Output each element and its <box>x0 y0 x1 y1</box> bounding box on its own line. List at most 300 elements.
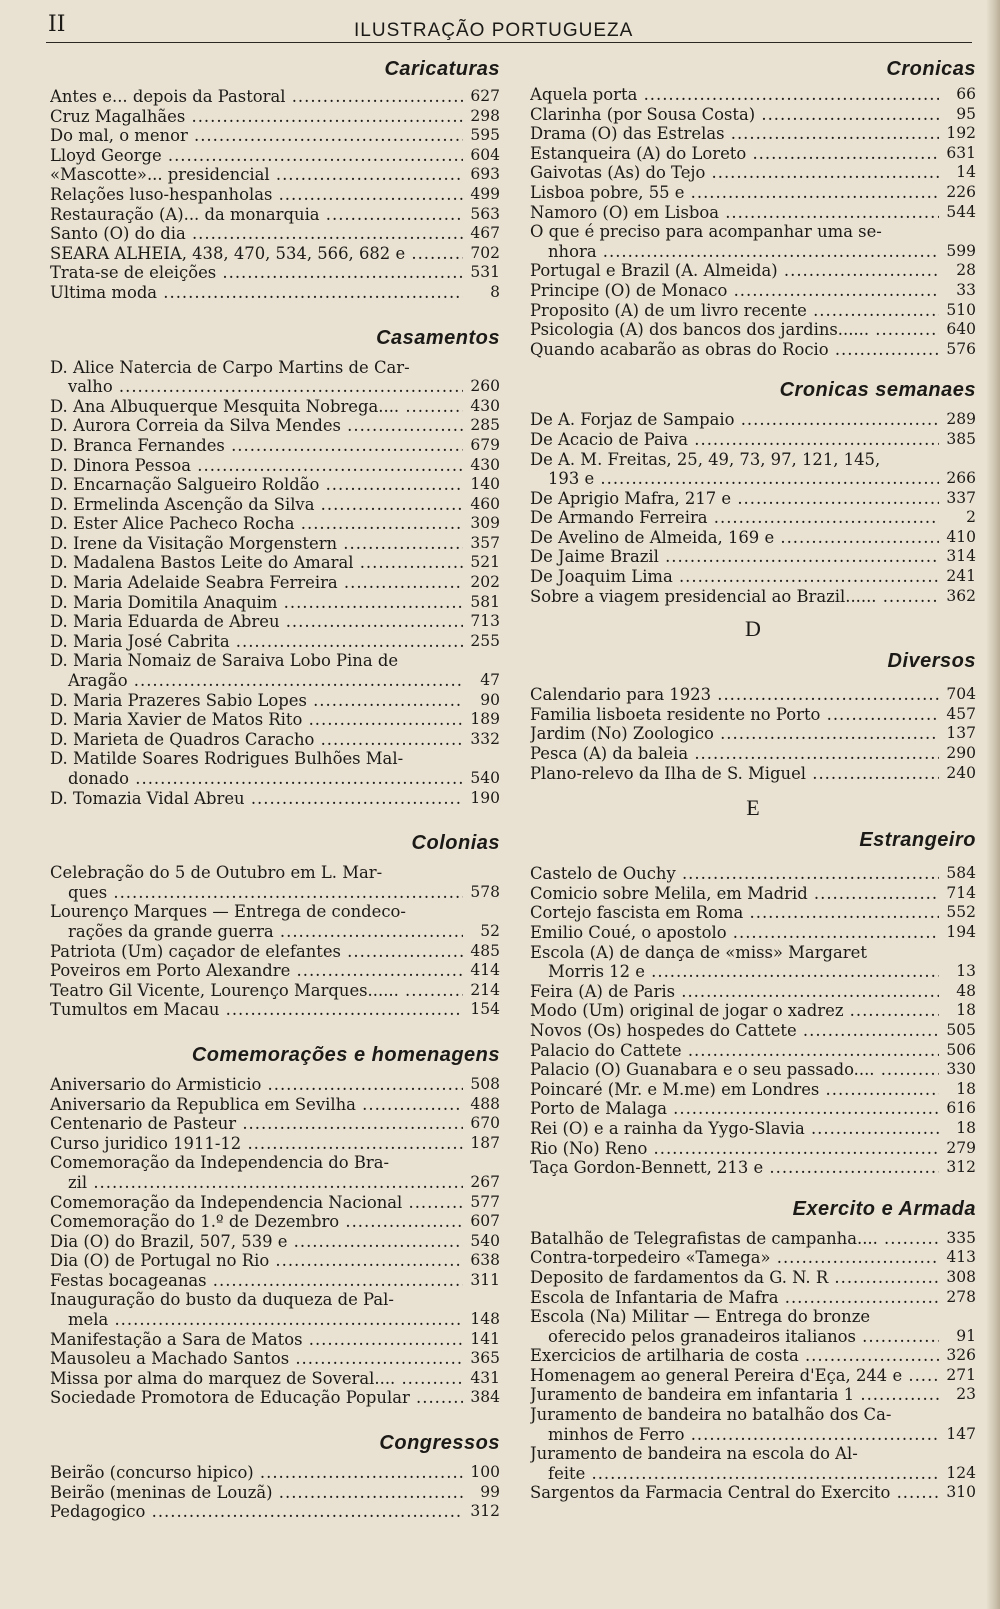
page-ref: 271 <box>946 1365 976 1384</box>
index-entry <box>530 1483 976 1503</box>
index-entry <box>530 450 976 489</box>
page-ref: 540 <box>470 1231 500 1250</box>
index-entry <box>50 1502 500 1522</box>
page-ref: 214 <box>470 980 500 999</box>
entry-title: D. Encarnação Salgueiro Roldão ..... <box>50 475 463 495</box>
page-ref: 95 <box>956 104 976 123</box>
index-entry <box>530 943 976 982</box>
index-entry <box>50 1290 500 1329</box>
page-ref: 141 <box>470 1329 500 1348</box>
index-letter: D <box>745 616 761 642</box>
page-ref: 226 <box>946 182 976 201</box>
index-entry <box>530 430 976 450</box>
index-entry <box>50 749 500 788</box>
page-ref: 279 <box>946 1138 976 1157</box>
page-ref: 312 <box>470 1502 500 1521</box>
entry-title: Escola de Infantaria de Mafra ..... <box>530 1288 939 1308</box>
entry-title: De Acacio de Paiva ..... <box>530 430 939 450</box>
page-ref: 505 <box>946 1020 976 1039</box>
entry-title: Homenagem ao general Pereira d'Eça, 244 e ..... <box>530 1366 939 1386</box>
page-ref: 335 <box>946 1228 976 1247</box>
page-ref: 91 <box>956 1326 976 1345</box>
page-ref: 285 <box>470 416 500 435</box>
entry-title: D. Maria Prazeres Sabio Lopes ..... <box>50 691 463 711</box>
entry-title <box>530 1444 939 1483</box>
entry-title: Mausoleu a Machado Santos ..... <box>50 1349 463 1369</box>
index-entry <box>530 1444 976 1483</box>
page-ref: 410 <box>946 527 976 546</box>
index-entry <box>530 1405 976 1444</box>
page-ref: 467 <box>470 224 500 243</box>
index-entry <box>530 705 976 725</box>
index-entry <box>530 320 976 340</box>
index-entry <box>50 691 500 711</box>
index-entry <box>530 85 976 105</box>
page-ref: 578 <box>470 882 500 901</box>
page-ref: 255 <box>470 631 500 650</box>
page-ref: 384 <box>470 1388 500 1407</box>
index-entry <box>530 567 976 587</box>
running-title: ILUSTRAÇÃO PORTUGUEZA <box>354 20 634 41</box>
entry-title: Jardim (No) Zoologico ..... <box>530 724 939 744</box>
page-ref: 48 <box>956 981 976 1000</box>
entry-title: Sargentos da Farmacia Central do Exercito ..... <box>530 1483 939 1503</box>
entry-title: Porto de Malaga ..... <box>530 1099 939 1119</box>
page-ref: 18 <box>956 1079 976 1098</box>
index-entry <box>50 612 500 632</box>
page-ref: 679 <box>470 435 500 454</box>
index-entry <box>50 1000 500 1020</box>
entry-title: Principe (O) de Monaco ..... <box>530 281 939 301</box>
entry-title: Aniversario da Republica em Sevilha ..... <box>50 1095 463 1115</box>
index-entry <box>530 528 976 548</box>
page-ref: 290 <box>946 744 976 763</box>
index-entry <box>530 281 976 301</box>
section-caricaturas <box>50 58 500 303</box>
section-comemoracoes-e-homenagens <box>50 1044 500 1408</box>
index-entry <box>50 710 500 730</box>
entry-title: Emilio Coué, o apostolo ..... <box>530 923 939 943</box>
index-entry <box>530 744 976 764</box>
page-ref: 192 <box>946 124 976 143</box>
index-entry <box>530 1385 976 1405</box>
page-ref: 616 <box>946 1099 976 1118</box>
entry-title <box>50 358 463 397</box>
index-entry <box>530 764 976 784</box>
entry-title-line2: mela ..... <box>50 1310 463 1330</box>
page-ref: 240 <box>946 763 976 782</box>
index-entry <box>530 903 976 923</box>
index-entry <box>530 105 976 125</box>
index-entry <box>530 508 976 528</box>
index-entry <box>530 183 976 203</box>
page-ref: 8 <box>490 282 500 301</box>
entry-title: Exercicios de artilharia de costa ..... <box>530 1346 939 1366</box>
index-entry <box>50 961 500 981</box>
page-ref: 713 <box>470 612 500 631</box>
page-ref: 607 <box>470 1212 500 1231</box>
index-entry <box>530 1268 976 1288</box>
page-ref: 584 <box>946 864 976 883</box>
page-ref: 552 <box>946 903 976 922</box>
index-entry <box>530 410 976 430</box>
index-entry <box>50 942 500 962</box>
entry-title: Quando acabarão as obras do Rocio ..... <box>530 340 939 360</box>
section-heading: Congressos <box>379 1432 500 1455</box>
index-entry <box>50 651 500 690</box>
page-ref: 485 <box>470 941 500 960</box>
entry-title-line1: Comemoração da Independencia do Bra- <box>50 1153 390 1173</box>
entry-title: Batalhão de Telegrafistas de campanha.... ..... <box>530 1229 939 1249</box>
page-ref: 431 <box>470 1368 500 1387</box>
index-entry <box>530 144 976 164</box>
index-entry <box>530 340 976 360</box>
entry-title: D. Aurora Correia da Silva Mendes ..... <box>50 416 463 436</box>
page-ref: 460 <box>470 494 500 513</box>
page-ref: 47 <box>480 671 500 690</box>
page-ref: 18 <box>956 1118 976 1137</box>
entry-title: Rio (No) Reno ..... <box>530 1139 939 1159</box>
index-entry <box>530 685 976 705</box>
entry-title-line2: Aragão ..... <box>50 671 463 691</box>
entry-title: Missa por alma do marquez de Soveral.... ..... <box>50 1369 463 1389</box>
page-ref: 385 <box>946 429 976 448</box>
page-ref: 154 <box>470 1000 500 1019</box>
entry-title: Sobre a viagem presidencial ao Brazil...... ..... <box>530 587 939 607</box>
page-ref: 2 <box>966 508 976 527</box>
entry-title: D. Ermelinda Ascenção da Silva ..... <box>50 495 463 515</box>
entry-title: Beirão (concurso hipico) ..... <box>50 1463 463 1483</box>
section-exercito-e-armada <box>530 1198 976 1503</box>
entry-title: Clarinha (por Sousa Costa) ..... <box>530 105 939 125</box>
index-entry <box>50 1369 500 1389</box>
page-ref: 187 <box>470 1133 500 1152</box>
page-ref: 267 <box>470 1172 500 1191</box>
entry-title: Do mal, o menor ..... <box>50 126 463 146</box>
index-entry <box>50 1483 500 1503</box>
entry-title: De Joaquim Lima ..... <box>530 567 939 587</box>
entry-title: Taça Gordon-Bennett, 213 e ..... <box>530 1158 939 1178</box>
entry-title-line2: ques ..... <box>50 883 463 903</box>
entry-title <box>530 222 939 261</box>
page-ref: 702 <box>470 243 500 262</box>
entry-title-line1: Lourenço Marques — Entrega de condeco- <box>50 902 406 922</box>
page-ref: 638 <box>470 1251 500 1270</box>
entry-title: Palacio (O) Guanabara e o seu passado.... ..... <box>530 1060 939 1080</box>
page-ref: 631 <box>946 143 976 162</box>
entry-title: Tumultos em Macau ..... <box>50 1000 463 1020</box>
page-ref: 310 <box>946 1483 976 1502</box>
page-ref: 13 <box>956 962 976 981</box>
index-entry <box>530 864 976 884</box>
page-ref: 148 <box>470 1310 500 1329</box>
index-entry <box>50 553 500 573</box>
index-entry <box>50 632 500 652</box>
page-ref: 52 <box>480 921 500 940</box>
page-ref: 202 <box>470 573 500 592</box>
index-entry <box>50 789 500 809</box>
entry-title-line2: 193 e ..... <box>530 469 939 489</box>
entry-title: Plano-relevo da Ilha de S. Miguel ..... <box>530 764 939 784</box>
entry-title: Manifestação a Sara de Matos ..... <box>50 1330 463 1350</box>
entry-title: Castelo de Ouchy ..... <box>530 864 939 884</box>
index-entry <box>50 1232 500 1252</box>
entry-title <box>50 1290 463 1329</box>
page-ref: 457 <box>946 704 976 723</box>
entry-title: Poincaré (Mr. e M.me) em Londres ..... <box>530 1080 939 1100</box>
entry-title: D. Maria Adelaide Seabra Ferreira ..... <box>50 573 463 593</box>
page-ref: 531 <box>470 263 500 282</box>
index-entry <box>530 1346 976 1366</box>
entry-title: Beirão (meninas de Louzã) ..... <box>50 1483 463 1503</box>
index-entry <box>50 224 500 244</box>
page-ref: 241 <box>946 567 976 586</box>
entry-title: D. Maria Eduarda de Abreu ..... <box>50 612 463 632</box>
entry-title: «Mascotte»... presidencial ..... <box>50 165 463 185</box>
index-entry <box>530 203 976 223</box>
page-ref: 670 <box>470 1114 500 1133</box>
index-entry <box>50 1463 500 1483</box>
entry-title-line2: rações da grande guerra ..... <box>50 922 463 942</box>
index-entry <box>530 1139 976 1159</box>
entry-title: Trata-se de eleições ..... <box>50 263 463 283</box>
page-ref: 330 <box>946 1060 976 1079</box>
section-heading: Caricaturas <box>384 58 500 80</box>
entry-title: Pedagogico ..... <box>50 1502 463 1522</box>
index-entry <box>50 495 500 515</box>
page-ref: 544 <box>946 202 976 221</box>
index-entry <box>50 263 500 283</box>
page-ref: 190 <box>470 788 500 807</box>
index-entry <box>530 1288 976 1308</box>
entry-title: De Jaime Brazil ..... <box>530 547 939 567</box>
page-ref: 314 <box>946 547 976 566</box>
index-entry <box>50 87 500 107</box>
page-ref: 576 <box>946 339 976 358</box>
index-entry <box>530 1060 976 1080</box>
section-congressos <box>50 1432 500 1522</box>
page-ref: 521 <box>470 553 500 572</box>
page-ref: 414 <box>470 961 500 980</box>
entry-title <box>530 450 939 489</box>
section-cronicas-semanaes <box>530 379 976 606</box>
entry-title: Pesca (A) da baleia ..... <box>530 744 939 764</box>
entry-title: D. Tomazia Vidal Abreu ..... <box>50 789 463 809</box>
entry-title: Teatro Gil Vicente, Lourenço Marques...... ..... <box>50 981 463 1001</box>
index-entry <box>50 1212 500 1232</box>
entry-title-line2: oferecido pelos granadeiros italianos ..... <box>530 1327 939 1347</box>
entry-title: Comemoração do 1.º de Dezembro ..... <box>50 1212 463 1232</box>
index-entry <box>530 1041 976 1061</box>
section-heading: Diversos <box>887 650 976 673</box>
entry-title: D. Maria Xavier de Matos Rito ..... <box>50 710 463 730</box>
page-ref: 714 <box>946 883 976 902</box>
section-heading: Cronicas semanaes <box>779 379 976 402</box>
section-heading: Cronicas <box>886 58 976 80</box>
index-entry <box>530 124 976 144</box>
page-ref: 595 <box>470 126 500 145</box>
entry-title: D. Maria Domitila Anaquim ..... <box>50 593 463 613</box>
index-column-right <box>530 58 976 1503</box>
entry-title: Centenario de Pasteur ..... <box>50 1114 463 1134</box>
page-ref: 124 <box>946 1463 976 1482</box>
entry-title: D. Ana Albuquerque Mesquita Nobrega.... ..... <box>50 397 463 417</box>
index-entry <box>530 1080 976 1100</box>
index-entry <box>50 475 500 495</box>
page-ref: 14 <box>956 163 976 182</box>
page-ref: 430 <box>470 455 500 474</box>
entry-title <box>50 1153 463 1192</box>
page-ref: 28 <box>956 261 976 280</box>
page-ref: 604 <box>470 145 500 164</box>
index-entry <box>50 573 500 593</box>
entry-title: D. Branca Fernandes ..... <box>50 436 463 456</box>
entry-title: D. Marieta de Quadros Caracho ..... <box>50 730 463 750</box>
entry-title-line2: Morris 12 e ..... <box>530 962 939 982</box>
entry-title: Cruz Magalhães ..... <box>50 107 463 127</box>
entry-title: D. Madalena Bastos Leite do Amaral ..... <box>50 553 463 573</box>
index-entry <box>50 1349 500 1369</box>
page-ref: 704 <box>946 685 976 704</box>
entry-title: Portugal e Brazil (A. Almeida) ..... <box>530 261 939 281</box>
index-entry <box>530 1307 976 1346</box>
index-entry <box>530 222 976 261</box>
index-entry <box>530 1366 976 1386</box>
entry-title <box>50 863 463 902</box>
page-ref: 581 <box>470 592 500 611</box>
entry-title: Novos (Os) hospedes do Cattete ..... <box>530 1021 939 1041</box>
page-ref: 326 <box>946 1346 976 1365</box>
page-ref: 18 <box>956 1001 976 1020</box>
entry-title: Deposito de fardamentos da G. N. R ..... <box>530 1268 939 1288</box>
index-entry <box>50 436 500 456</box>
entry-title <box>50 902 463 941</box>
index-entry <box>50 185 500 205</box>
page-ref: 289 <box>946 410 976 429</box>
entry-title: D. Irene da Visitação Morgenstern ..... <box>50 534 463 554</box>
page-ref: 33 <box>956 280 976 299</box>
entry-title: Rei (O) e a rainha da Yygo-Slavia ..... <box>530 1119 939 1139</box>
page-ref: 23 <box>956 1385 976 1404</box>
index-entry <box>50 593 500 613</box>
header-rule <box>46 42 972 43</box>
page-ref: 430 <box>470 396 500 415</box>
entry-title-line1: Juramento de bandeira na escola do Al- <box>530 1444 858 1464</box>
page-ref: 311 <box>470 1270 500 1289</box>
entry-title: De Avelino de Almeida, 169 e ..... <box>530 528 939 548</box>
entry-title <box>50 749 463 788</box>
index-entry <box>50 730 500 750</box>
index-entry <box>50 1134 500 1154</box>
entry-title: Calendario para 1923 ..... <box>530 685 939 705</box>
page-ref: 309 <box>470 514 500 533</box>
page-ref: 563 <box>470 204 500 223</box>
page-ref: 488 <box>470 1094 500 1113</box>
entry-title: D. Maria José Cabrita ..... <box>50 632 463 652</box>
page-ref: 137 <box>946 724 976 743</box>
section-colonias <box>50 832 500 1020</box>
index-letter: E <box>746 795 760 821</box>
entry-title: Restauração (A)... da monarquia ..... <box>50 205 463 225</box>
entry-title: Dia (O) do Brazil, 507, 539 e ..... <box>50 1232 463 1252</box>
entry-title: Lisboa pobre, 55 e ..... <box>530 183 939 203</box>
index-entry <box>50 456 500 476</box>
entry-title-line2: minhos de Ferro ..... <box>530 1425 939 1445</box>
index-entry <box>50 863 500 902</box>
entry-title: Psicologia (A) dos bancos dos jardins...... ..... <box>530 320 939 340</box>
page-ref: 577 <box>470 1192 500 1211</box>
entry-title <box>530 1307 939 1346</box>
entry-title-line1: Escola (Na) Militar — Entrega do bronze <box>530 1307 871 1327</box>
section-diversos <box>530 616 976 783</box>
entry-title: Sociedade Promotora de Educação Popular ..... <box>50 1388 463 1408</box>
entry-title: Lloyd George ..... <box>50 146 463 166</box>
entry-title: Namoro (O) em Lisboa ..... <box>530 203 939 223</box>
index-entry <box>50 1114 500 1134</box>
section-heading: Comemorações e homenagens <box>191 1043 500 1066</box>
index-entry <box>50 534 500 554</box>
entry-title-line1: Juramento de bandeira no batalhão dos Ca- <box>530 1405 892 1425</box>
index-entry <box>530 1158 976 1178</box>
index-entry <box>50 397 500 417</box>
entry-title: Palacio do Cattete ..... <box>530 1041 939 1061</box>
entry-title <box>530 943 939 982</box>
page-ref: 506 <box>946 1040 976 1059</box>
page-ref: 308 <box>946 1267 976 1286</box>
index-entry <box>530 163 976 183</box>
index-entry <box>530 1021 976 1041</box>
entry-title: Familia lisboeta residente no Porto ..... <box>530 705 939 725</box>
page-edge <box>986 0 1000 1609</box>
page-ref: 365 <box>470 1349 500 1368</box>
index-entry <box>50 1193 500 1213</box>
entry-title: Juramento de bandeira em infantaria 1 ..... <box>530 1385 939 1405</box>
index-entry <box>50 1388 500 1408</box>
index-entry <box>530 301 976 321</box>
entry-title-line2: donado ..... <box>50 769 463 789</box>
entry-title-line2: zil ..... <box>50 1173 463 1193</box>
entry-title-line1: O que é preciso para acompanhar uma se- <box>530 222 882 242</box>
entry-title-line2: nhora ..... <box>530 242 939 262</box>
page-ref: 100 <box>470 1463 500 1482</box>
index-entry <box>50 1153 500 1192</box>
index-entry <box>530 1119 976 1139</box>
index-entry <box>50 416 500 436</box>
page-header <box>46 12 974 44</box>
entry-title: Ultima moda ..... <box>50 283 463 303</box>
entry-title-line1: De A. M. Freitas, 25, 49, 73, 97, 121, 145, <box>530 449 881 469</box>
entry-title: Comemoração da Independencia Nacional ..... <box>50 1193 463 1213</box>
page-ref: 693 <box>470 165 500 184</box>
index-entry <box>50 1271 500 1291</box>
page-ref: 508 <box>470 1074 500 1093</box>
entry-title-line1: D. Matilde Soares Rodrigues Bulhões Mal- <box>50 749 404 769</box>
index-entry <box>530 489 976 509</box>
page-ref: 627 <box>470 87 500 105</box>
page-ref: 499 <box>470 184 500 203</box>
section-heading: Colonias <box>411 832 500 855</box>
entry-title: D. Dinora Pessoa ..... <box>50 456 463 476</box>
section-estrangeiro <box>530 795 976 1178</box>
section-heading: Exercito e Armada <box>792 1197 976 1220</box>
page-ref: 312 <box>946 1158 976 1177</box>
index-entry <box>50 244 500 264</box>
index-entry <box>530 1001 976 1021</box>
section-casamentos <box>50 327 500 809</box>
index-entry <box>530 261 976 281</box>
entry-title-line2: feite ..... <box>530 1464 939 1484</box>
page-ref: 140 <box>470 475 500 494</box>
